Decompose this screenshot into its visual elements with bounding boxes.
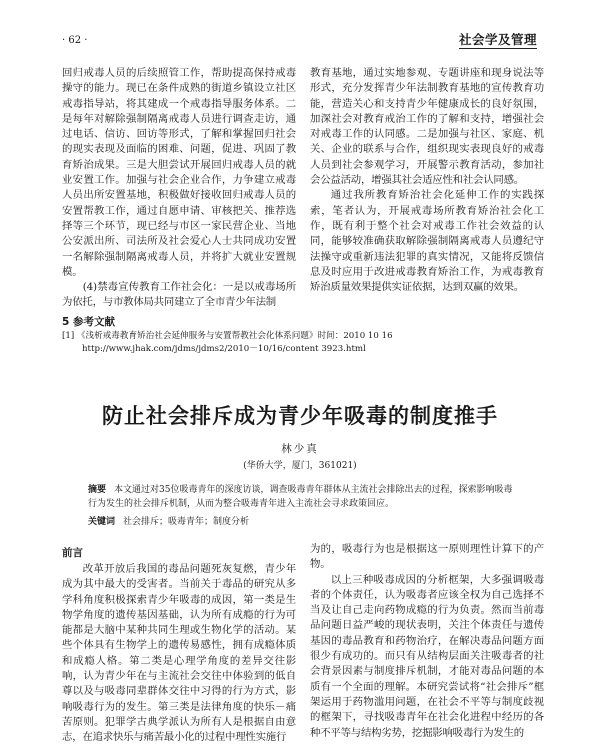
section-heading: 前言: [62, 547, 83, 559]
reference-url[interactable]: http://www.jhak.com/jdms/jdms2/2010－10/16/content 3923.html: [82, 344, 366, 354]
reference-item: [62, 330, 522, 356]
abstract-label: 摘要: [88, 485, 107, 495]
previous-article-right-column: [310, 66, 544, 295]
abstract: [88, 484, 516, 511]
keywords-label: 关键词: [88, 517, 116, 527]
article-left-column: [62, 562, 296, 746]
keywords: [88, 514, 249, 527]
references-heading: 5 参考文献: [62, 316, 115, 328]
article-author: 林少真: [281, 443, 319, 455]
journal-name: 社会学及管理: [458, 32, 537, 47]
paragraph: 教育基地，通过实地参观、专题讲座和现身说法等形式，充分发挥青少年法制教育基地的宣传教育功能，营造关心和支持青少年健康成长的良好氛围，加深社会对教育戒治工作的了解和支持，增强社会对戒毒工作的认同感。二是加强与社区、家庭、机关、企业的联系与合作，组织现实表现良好的戒毒人员到社会参观学习，开展警示教育活动，参加社会公益活动，增强其社会适应性和社会认同感。: [310, 67, 544, 187]
paragraph: 回归戒毒人员的后续照管工作，帮助提高保持戒毒操守的能力。现已在条件成熟的街道乡镇设立社区戒毒指导站，将其建成一个戒毒指导服务体系。二是每年对解除强制隔离戒毒人员进行调查走访，通过电话、信访、回访等形式，了解和掌握回归社会的现实表现及面临的困难、问题，促进、巩固了教育矫治成果。三是大胆尝试开展回归戒毒人员的就业安置工作。加强与社会企业合作，力争建立戒毒人员出所安置基地，积极做好接收回归戒毒人员的安置帮教工作，通过自愿申请、审核把关、推荐选择等三个环节，现已经与市区一家民营企业、当地公安派出所、司法所及社会爱心人士共同成功安置一名解除强制隔离戒毒人员，并将扩大就业安置规模。: [62, 67, 296, 278]
abstract-text: 本文通过对35位吸毒青年的深度访谈，调查吸毒青年群体从主流社会排除出去的过程，探索影响吸毒行为发生的社会排斥机制，从而为整合吸毒青年进入主流社会寻求政策回应。: [88, 485, 513, 509]
paragraph: (4)禁毒宣传教育工作社会化：一是以戒毒场所为依托，与市教体局共同建立了全市青少年法制: [62, 281, 296, 309]
previous-article-left-column: [62, 66, 296, 311]
reference-text: 《浅析戒毒教育矫治社会延伸服务与安置帮教社会化体系问题》时间：2010 10 16: [76, 331, 393, 341]
paragraph: 改革开放后我国的毒品问题死灰复燃，青少年成为其中最大的受害者。当前关于毒品的研究从多学科角度积极探索青少年吸毒的成因，第一类是生物学角度的遗传基因基础，认为所有成瘾的行为可能都是大脑中某种共同生理或生物化学的活动。某些个体具有生物学上的遗传易感性，拥有成瘾体质和成瘾人格。第二类是心理学角度的差异交往影响，认为青少年在与主流社会交往中体验到的低自尊以及与吸毒同辈群体交往中习得的行为方式，影响吸毒行为的发生。第三类是法律角度的快乐－痛苦原则。犯罪学古典学派认为所有人是根据自由意志，在追求快乐与痛苦最小化的过程中理性实施行: [62, 563, 296, 744]
page-number: · 62 ·: [62, 35, 88, 46]
reference-label: [1]: [62, 331, 75, 341]
article-affiliation: (华侨大学，厦门，361021): [243, 461, 357, 471]
paragraph: 以上三种吸毒成因的分析框架，大多强调吸毒者的个体责任，认为吸毒者应该全权为自己选择不当及让自己走向药物成瘾的行为负责。然而当前毒品问题日益严峻的现状表明，关注个体责任与遗传基因的毒品教育和药物治疗，在解决毒品问题方面很少有成功的。而只有从结构层面关注吸毒者的社会背景因素与制度排斥机制，才能对毒品问题的本质有一个全面的理解。本研究尝试将“社会排斥”框架运用于药物滥用问题，在社会不平等与制度歧视的框架下，寻找吸毒青年在社会化进程中经历的各种不平等与结构劣势，挖掘影响吸毒行为发生的: [310, 573, 544, 739]
keywords-text: 社会排斥；吸毒青年；制度分析: [123, 517, 250, 527]
article-title: 防止社会排斥成为青少年吸毒的制度推手: [102, 403, 498, 428]
paragraph: 为的，吸毒行为也是根据这一原则理性计算下的产物。: [310, 543, 544, 571]
paragraph: 通过我所教育矫治社会化延伸工作的实践探索，笔者认为，开展戒毒场所教育矫治社会化工作，既有利于整个社会对戒毒工作社会效益的认同，能够较准确获取解除强制隔离戒毒人员遵纪守法操守或重新违法犯罪的真实情况，又能将反馈信息及时应用于改进戒毒教育矫治工作，为戒毒教育矫治质量效果提供实证依据，达到双赢的效果。: [310, 189, 544, 294]
article-right-column: [310, 542, 544, 741]
